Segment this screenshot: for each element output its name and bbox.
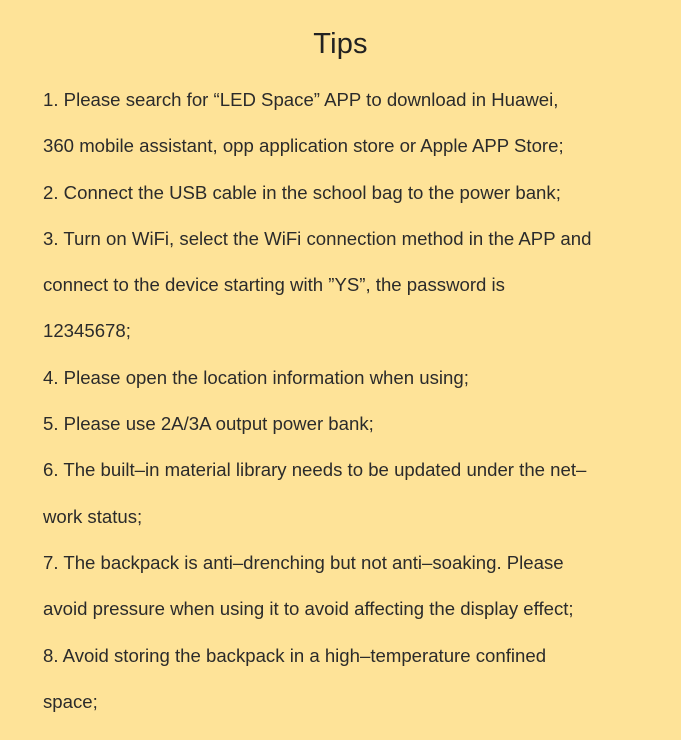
tip-line-1: 1. Please search for “LED Space” APP to download in Huawei, bbox=[43, 89, 559, 110]
tip-line-8: 5. Please use 2A/3A output power bank; bbox=[43, 413, 374, 435]
tip-line-11: 7. The backpack is anti–drenching but not anti–soaking. Please bbox=[43, 551, 564, 573]
tip-line-7: 4. Please open the location information when using; bbox=[43, 366, 469, 388]
tip-line-9: 6. The built–in material library needs to be updated under the net– bbox=[43, 459, 587, 481]
tip-line-2: 360 mobile assistant, opp application store or Apple APP Store; bbox=[43, 135, 564, 157]
tip-line-10: work status; bbox=[43, 505, 143, 527]
tip-line-5: connect to the device starting with ”YS”, the password is bbox=[43, 274, 505, 296]
tips-list bbox=[43, 84, 663, 732]
tip-line-14: space; bbox=[43, 690, 98, 712]
tip-line-12: avoid pressure when using it to avoid affecting the display effect; bbox=[43, 598, 574, 620]
tip-line-13: 8. Avoid storing the backpack in a high–temperature confined bbox=[43, 644, 547, 666]
tip-line-3: 2. Connect the USB cable in the school bag to the power bank; bbox=[43, 181, 561, 203]
page-title: Tips bbox=[313, 28, 368, 60]
tip-line-4: 3. Turn on WiFi, select the WiFi connection method in the APP and bbox=[43, 227, 592, 249]
tip-line-6: 12345678; bbox=[43, 320, 131, 342]
